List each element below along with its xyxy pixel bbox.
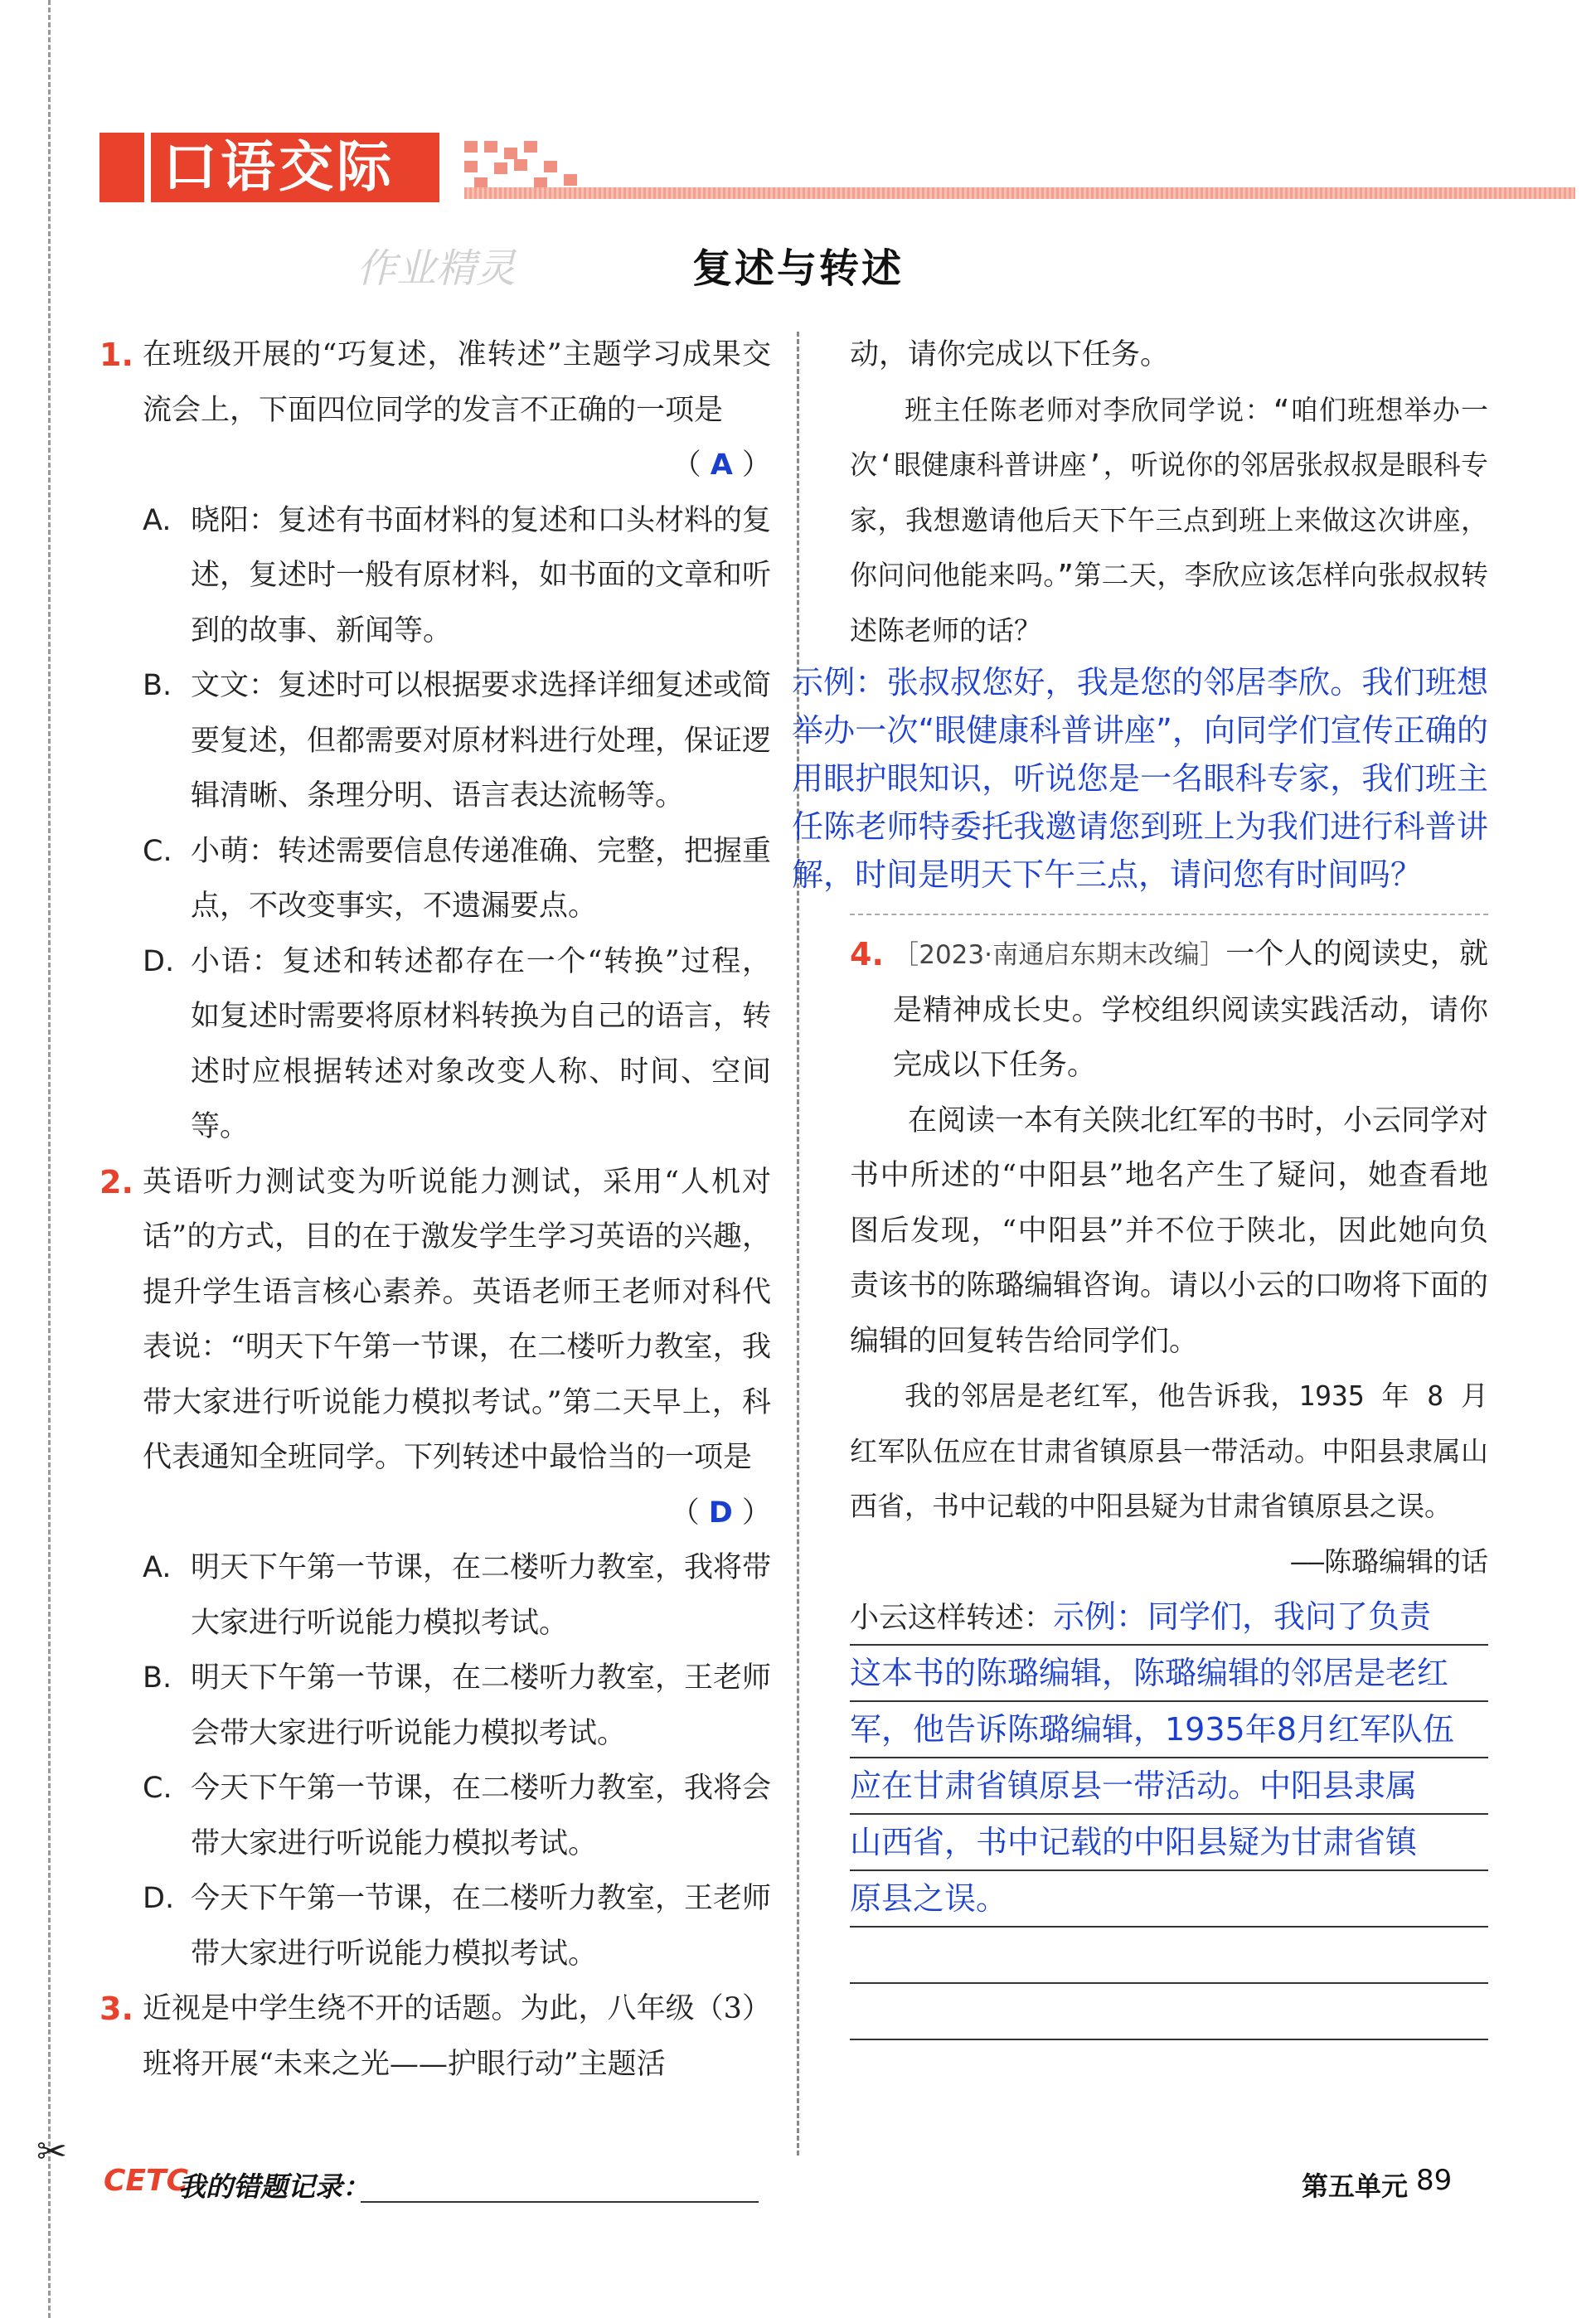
- page-number: 89: [1416, 2164, 1453, 2197]
- option-text: 小萌：转述需要信息传递准确、完整，把握重点，不改变事实，不遗漏要点。: [191, 834, 772, 923]
- fill-label: 小云这样转述：: [850, 1602, 1054, 1635]
- question-4-material: 我的邻居是老红军，他告诉我，1935 年 8 月红军队伍应在甘肃省镇原县一带活动。中阳县隶属山西省，书中记载的中阳县疑为甘肃省镇原县之误。: [850, 1380, 1488, 1522]
- watermark-logo: 作业精灵: [357, 245, 517, 292]
- option-text: 文文：复述时可以根据要求选择详细复述或简要复述，但都需要对原材料进行处理，保证逻辑清晰、条理分明、语言表达流畅等。: [191, 669, 772, 812]
- option-letter: B.: [143, 669, 172, 702]
- material-attribution: ——陈璐编辑的话: [1291, 1545, 1488, 1578]
- section-title: 口语交际: [144, 133, 395, 202]
- option-text: 小语：复述和转述都存在一个“转换”过程，如复述时需要将原材料转换为自己的语言，转述时应根据转述对象改变人称、时间、空间等。: [191, 944, 772, 1143]
- question-4-context: 在阅读一本有关陕北红军的书时，小云同学对书中所述的“中阳县”地名产生了疑问，她查看地图后发现，“中阳县”并不位于陕北，因此她向负责该书的陈璐编辑咨询。请以小云的口吻将下面的编辑的回复转告给同学们。: [850, 1103, 1489, 1358]
- right-column: [792, 327, 1489, 2040]
- option-letter: C.: [143, 1772, 172, 1805]
- answer-line-3: 军，他告诉陈璐编辑，1935年8月红军队伍: [850, 1702, 1488, 1758]
- question-stem: 英语听力测试变为听说能力测试，采用“人机对话”的方式，目的在于激发学生学习英语的兴趣，提升学生语言核心素养。英语老师王老师对科代表说：“明天下午第一节课，在二楼听力教室，我带大家进行听说能力模拟考试。”第二天早上，科代表通知全班同学。下列转述中最恰当的一项是: [143, 1165, 771, 1474]
- option-letter: C.: [143, 834, 172, 868]
- question-3: [99, 1981, 771, 2092]
- question-3-sample-answer: 示例：张叔叔您好，我是您的邻居李欣。我们班想举办一次“眼健康科普讲座”，向同学们宣传正确的用眼护眼知识，听说您是一名眼科专家，我们班主任陈老师特委托我邀请您到班上为我们进行科普讲解，时间是明天下午三点，请问您有时间吗？: [792, 664, 1488, 893]
- answer-line-7: [850, 1928, 1488, 1984]
- answer-line: [143, 1486, 771, 1541]
- option-text: 今天下午第一节课，在二楼听力教室，我将会带大家进行听说能力模拟考试。: [191, 1772, 772, 1860]
- question-stem: 在班级开展的“巧复述，准转述”主题学习成果交流会上，下面四位同学的发言不正确的一项是: [143, 338, 771, 427]
- option-b: [99, 1651, 771, 1761]
- option-d: [99, 934, 771, 1155]
- answer-line-5: 山西省，书中记载的中阳县疑为甘肃省镇: [850, 1815, 1488, 1871]
- answer-bracket: （ D ）: [670, 1496, 771, 1530]
- option-c: [99, 824, 771, 934]
- question-stem: 近视是中学生绕不开的话题。为此，八年级（3）班将开展“未来之光——护眼行动”主题活: [143, 1992, 771, 2081]
- header-pattern-decoration: [464, 141, 580, 194]
- cut-guide-line: [48, 0, 51, 2318]
- answer-fill-area: [850, 1589, 1488, 2040]
- option-b: [99, 658, 771, 824]
- column-divider: [797, 332, 799, 2156]
- answer-line-4: 应在甘肃省镇原县一带活动。中阳县隶属: [850, 1758, 1488, 1815]
- answer-line: [143, 438, 771, 493]
- option-letter: D.: [143, 1882, 175, 1915]
- section-header: [99, 133, 1476, 207]
- option-a: [99, 493, 771, 659]
- separator: [850, 914, 1488, 915]
- question-3-continued: 动，请你完成以下任务。: [850, 338, 1170, 371]
- question-number: 4.: [850, 936, 884, 972]
- error-record-line: [361, 2201, 759, 2203]
- question-3-material: 班主任陈老师对李欣同学说：“咱们班想举办一次‘眼健康科普讲座’，听说你的邻居张叔叔是眼科专家，我想邀请他后天下午三点到班上来做这次讲座，你问问他能来吗。”第二天，李欣应该怎样向张叔叔转述陈老师的话？: [850, 393, 1488, 647]
- question-2: [99, 1155, 771, 1541]
- answer-bracket: （ A ）: [672, 449, 771, 482]
- header-bar-decoration: [464, 187, 1575, 199]
- question-stem: ［2023·南通启东期末改编］一个人的阅读史，就是精神成长史。学校组织阅读实践活动，请你完成以下任务。: [893, 938, 1488, 1082]
- unit-label: 第五单元: [1302, 2170, 1409, 2202]
- option-text: 明天下午第一节课，在二楼听力教室，王老师会带大家进行听说能力模拟考试。: [191, 1661, 772, 1750]
- section-title-badge: [99, 133, 439, 202]
- option-text: 今天下午第一节课，在二楼听力教室，王老师带大家进行听说能力模拟考试。: [191, 1882, 772, 1971]
- answer-choice: A: [710, 449, 733, 482]
- brand-logo: CETC: [104, 2164, 188, 2198]
- question-number: 2.: [99, 1163, 133, 1200]
- option-letter: A.: [143, 503, 172, 537]
- question-1: [99, 327, 771, 493]
- question-number: 1.: [99, 337, 133, 373]
- option-text: 明天下午第一节课，在二楼听力教室，我将带大家进行听说能力模拟考试。: [191, 1551, 772, 1640]
- question-4: [850, 927, 1488, 1094]
- scissors-icon: ✂: [36, 2131, 67, 2173]
- option-c: [99, 1761, 771, 1871]
- option-a: [99, 1540, 771, 1651]
- question-number: 3.: [99, 1991, 133, 2027]
- option-letter: D.: [143, 944, 175, 978]
- answer-line-1: 小云这样转述：示例：同学们，我问了负责: [850, 1589, 1488, 1646]
- option-d: [99, 1871, 771, 1981]
- lesson-title: 复述与转述: [691, 245, 904, 292]
- option-text: 晓阳：复述有书面材料的复述和口头材料的复述，复述时一般有原材料，如书面的文章和听到的故事、新闻等。: [191, 503, 772, 647]
- error-record-label: 我的错题记录：: [178, 2170, 370, 2203]
- left-column: [99, 327, 771, 2092]
- option-letter: B.: [143, 1661, 172, 1695]
- question-source: ［2023·南通启东期末改编］: [893, 940, 1226, 970]
- answer-line-6: 原县之误。: [850, 1871, 1488, 1928]
- answer-line-2: 这本书的陈璐编辑，陈璐编辑的邻居是老红: [850, 1646, 1488, 1702]
- answer-line-8: [850, 1984, 1488, 2040]
- option-letter: A.: [143, 1551, 172, 1584]
- answer-choice: D: [708, 1496, 733, 1530]
